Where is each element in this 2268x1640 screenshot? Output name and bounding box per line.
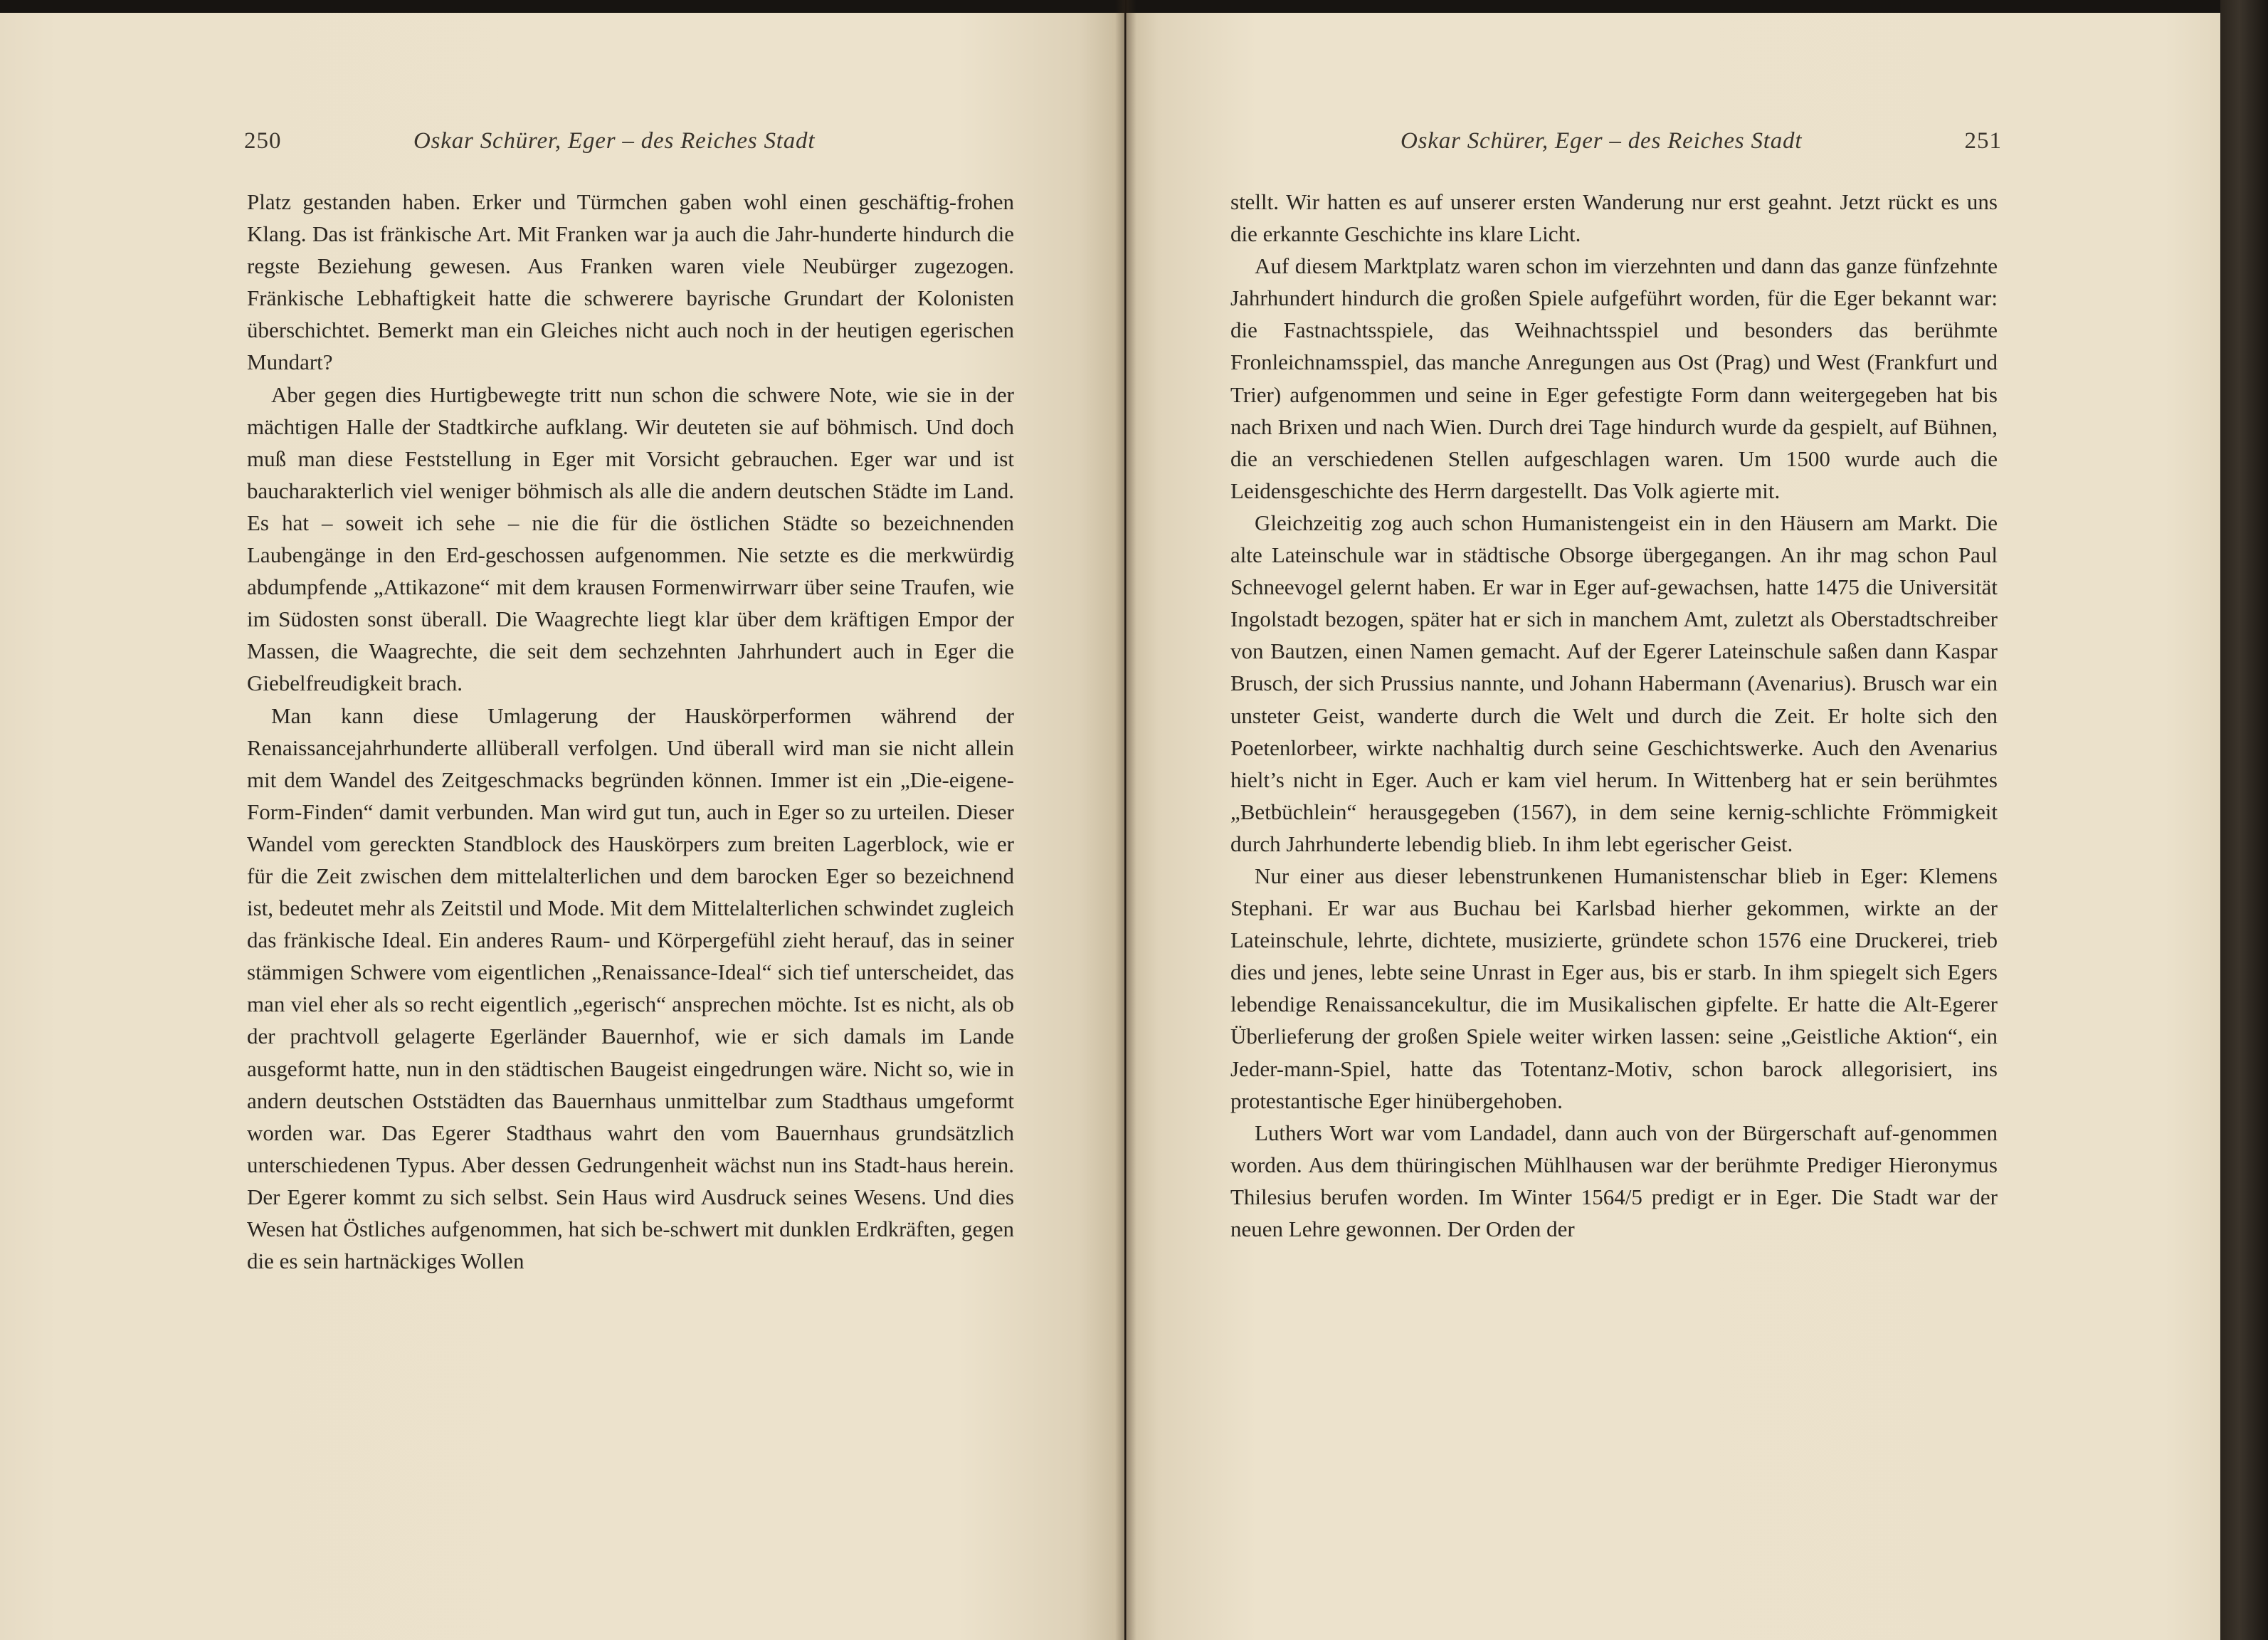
- right-paragraph-3: Gleichzeitig zog auch schon Humanistengeist ein in den Häusern am Markt. Die alte Lateinschule war in städtische Obsorge übergegangen. An ihr mag schon Paul Schneevogel gelernt haben. Er war in Eger auf-gewachsen, hatte 1475 die Universität Ingolstadt bezogen, später hat er sich in manchem Amt, zuletzt als Oberstadtschreiber von Bautzen, einen Namen gemacht. Auf der Egerer Lateinschule saßen dann Kaspar Brusch, der sich Prussius nannte, und Johann Habermann (Avenarius). Brusch war ein unsteter Geist, wanderte durch die Welt und durch die Zeit. Er holte sich den Poetenlorbeer, wirkte nachhaltig durch seine Geschichtswerke. Auch den Avenarius hielt’s nicht in Eger. Auch er kam viel herum. In Wittenberg hat er sein berühmtes „Betbüchlein“ herausgegeben (1567), in dem seine kernig-schlichte Frömmigkeit durch Jahrhunderte lebendig blieb. In ihm lebt egerischer Geist.: [1230, 510, 1998, 856]
- right-paragraph-5: Luthers Wort war vom Landadel, dann auch von der Bürgerschaft auf-genommen worden. Aus dem thüringischen Mühlhausen war der berühmte Prediger Hieronymus Thilesius berufen worden. Im Winter 1564/5 predigt er in Eger. Die Stadt war der neuen Lehre gewonnen. Der Orden der: [1230, 1120, 1998, 1241]
- left-text-block: [247, 186, 1014, 1277]
- right-page-number: 251: [1964, 128, 2002, 154]
- right-paragraph-1: stellt. Wir hatten es auf unserer ersten Wanderung nur erst geahnt. Jetzt rückt es uns die erkannte Geschichte ins klare Licht.: [1230, 189, 1998, 247]
- right-text-block: [1230, 186, 1998, 1245]
- right-running-header: [1231, 120, 2002, 162]
- book-gutter: [1115, 0, 1136, 1640]
- left-page-number: 250: [244, 128, 282, 154]
- right-paragraph-2: Auf diesem Marktplatz waren schon im vierzehnten und dann das ganze fünfzehnte Jahrhundert hindurch die großen Spiele aufgeführt worden, für die Eger bekannt war: die Fastnachtsspiele, das Weihnachtsspiel und besonders das berühmte Fronleichnamsspiel, das manche Anregungen aus Ost (Prag) und West (Frankfurt und Trier) aufgenommen und seine in Eger gefestigte Form dann weitergegeben hat bis nach Brixen und nach Wien. Durch drei Tage hindurch wurde da gespielt, auf Bühnen, die an verschiedenen Stellen aufgeschlagen waren. Um 1500 wurde auch die Leidensgeschichte des Herrn dargestellt. Das Volk agierte mit.: [1230, 253, 1998, 503]
- right-running-head: Oskar Schürer, Eger – des Reiches Stadt: [1401, 128, 1803, 154]
- left-paragraph-3: Man kann diese Umlagerung der Hauskörperformen während der Renaissancejahrhunderte allüberall verfolgen. Und überall wird man sie nicht allein mit dem Wandel des Zeitgeschmacks begründen können. Immer ist ein „Die-eigene-Form-Finden“ damit verbunden. Man wird gut tun, auch in Eger so zu urteilen. Dieser Wandel vom gereckten Standblock des Hauskörpers zum breiten Lagerblock, wie er für die Zeit zwischen dem mittelalterlichen und dem barocken Eger so bezeichnend ist, bedeutet mehr als Zeitstil und Mode. Mit dem Mittelalterlichen schwindet zugleich das fränkische Ideal. Ein anderes Raum- und Körpergefühl zieht herauf, das in seiner stämmigen Schwere vom eigentlichen „Renaissance-Ideal“ sich tief unterscheidet, das man viel eher als so recht eigentlich „egerisch“ ansprechen möchte. Ist es nicht, als ob der prachtvoll gelagerte Egerländer Bauernhof, wie er sich damals im Lande ausgeformt hatte, nun in den städtischen Baugeist eingedrungen wäre. Nicht so, wie in andern deutschen Oststädten das Bauernhaus unmittelbar zum Stadthaus umgeformt worden war. Das Egerer Stadthaus wahrt den vom Bauernhaus grundsätzlich unterschiedenen Typus. Aber dessen Gedrungenheit wächst nun ins Stadt-haus herein. Der Egerer kommt zu sich selbst. Sein Haus wird Ausdruck seines Wesens. Und dies Wesen hat Östliches aufgenommen, hat sich be-schwert mit dunklen Erdkräften, gegen die es sein hartnäckiges Wollen: [247, 703, 1014, 1274]
- left-running-head: Oskar Schürer, Eger – des Reiches Stadt: [413, 128, 816, 154]
- right-paragraph-4: Nur einer aus dieser lebenstrunkenen Humanistenschar blieb in Eger: Klemens Stephani. Er war aus Buchau bei Karlsbad hierher gekommen, wirkte an der Lateinschule, lehrte, dichtete, musizierte, gründete schon 1576 eine Druckerei, trieb dies und jenes, lebte seine Unrast in Eger aus, bis er starb. In ihm spiegelt sich Egers lebendige Renaissancekultur, die im Musikalischen gipfelte. Er hatte die Alt-Egerer Überlieferung der großen Spiele weiter wirken lassen: seine „Geistliche Aktion“, ein Jeder-mann-Spiel, hatte das Totentanz-Motiv, schon barock allegorisiert, ins protestantische Eger hinübergehoben.: [1230, 863, 1998, 1113]
- left-running-header: [244, 120, 1022, 162]
- page-edge-strip: [2220, 0, 2268, 1640]
- left-paragraph-1: Platz gestanden haben. Erker und Türmchen gaben wohl einen geschäftig-frohen Klang. Das ist fränkische Art. Mit Franken war ja auch die Jahr-hunderte hindurch die regste Beziehung gewesen. Aus Franken waren viele Neubürger zugezogen. Fränkische Lebhaftigkeit hatte die schwerere bayrische Grundart der Kolonisten überschichtet. Bemerkt man ein Gleiches nicht auch noch in der heutigen egerischen Mundart?: [247, 189, 1014, 375]
- left-paragraph-2: Aber gegen dies Hurtigbewegte tritt nun schon die schwere Note, wie sie in der mächtigen Halle der Stadtkirche aufklang. Wir deuteten sie auf böhmisch. Und doch muß man diese Feststellung in Eger mit Vorsicht gebrauchen. Eger war und ist baucharakterlich viel weniger böhmisch als alle die andern deutschen Städte im Land. Es hat – soweit ich sehe – nie die für die östlichen Städte so bezeichnenden Laubengänge in den Erd-geschossen aufgenommen. Nie setzte es die merkwürdig abdumpfende „Attikazone“ mit dem krausen Formenwirrwarr über seine Traufen, wie im Südosten sonst überall. Die Waagrechte liegt klar über dem kräftigen Empor der Massen, die Waagrechte, die seit dem sechzehnten Jahrhundert auch in Eger die Giebelfreudigkeit brach.: [247, 382, 1014, 696]
